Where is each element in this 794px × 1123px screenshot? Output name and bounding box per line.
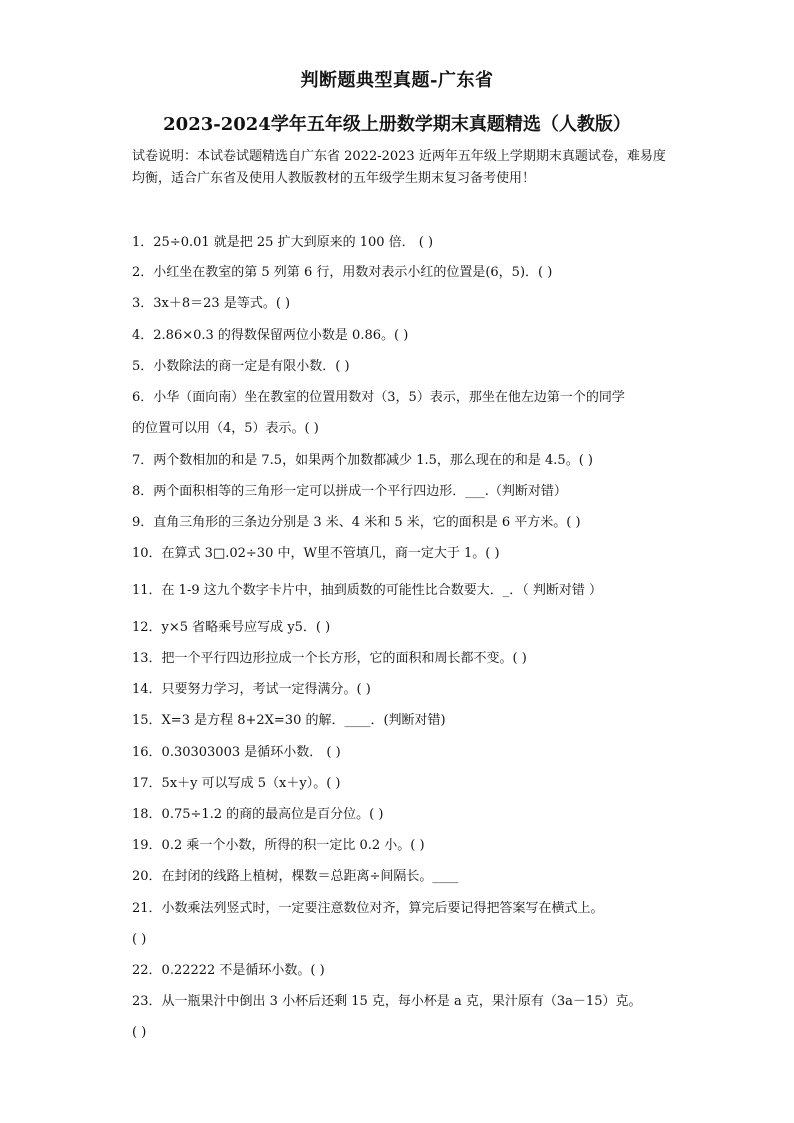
question-13: 13．把一个平行四边形拉成一个长方形，它的面积和周长都不变。( ) xyxy=(132,651,527,666)
question-9: 9．直角三角形的三条边分别是 3 米、4 米和 5 米，它的面积是 6 平方米。( ) xyxy=(132,515,581,530)
question-4: 4．2.86×0.3 的得数保留两位小数是 0.86。( ) xyxy=(132,328,409,343)
question-8: 8．两个面积相等的三角形一定可以拼成一个平行四边形．___.（判断对错） xyxy=(132,484,567,499)
question-3: 3．3x＋8＝23 是等式。( ) xyxy=(132,296,291,311)
question-23-continued: ( ) xyxy=(132,1025,147,1040)
question-18: 18．0.75÷1.2 的商的最高位是百分位。( ) xyxy=(132,807,384,822)
question-1: 1．25÷0.01 就是把 25 扩大到原来的 100 倍． ( ) xyxy=(132,235,434,250)
question-23: 23．从一瓶果汁中倒出 3 小杯后还剩 15 克，每小杯是 a 克，果汁原有（3a－15）克。 xyxy=(132,994,642,1009)
question-2: 2．小红坐在教室的第 5 列第 6 行，用数对表示小红的位置是(6，5)．( ) xyxy=(132,265,553,280)
question-21: 21．小数乘法列竖式时，一定要注意数位对齐，算完后要记得把答案写在横式上。 xyxy=(132,901,604,916)
question-22: 22．0.22222 不是循环小数。( ) xyxy=(132,963,325,978)
question-20: 20．在封闭的线路上植树，棵数＝总距离÷间隔长。____ xyxy=(132,869,459,884)
question-5: 5．小数除法的商一定是有限小数．( ) xyxy=(132,359,350,374)
question-6-continued: 的位置可以用（4，5）表示。( ) xyxy=(132,421,319,436)
question-6: 6．小华（面向南）坐在教室的位置用数对（3，5）表示，那坐在他左边第一个的同学 xyxy=(132,390,625,405)
question-11: 11．在 1-9 这九个数字卡片中，抽到质数的可能性比合数要大．_．（ 判断对错 ） xyxy=(132,583,603,598)
question-17: 17．5x＋y 可以写成 5（x＋y）。( ) xyxy=(132,776,341,791)
document-subtitle: 2023-2024学年五年级上册数学期末真题精选（人教版） xyxy=(163,114,631,135)
question-16: 16．0.30303003 是循环小数． ( ) xyxy=(132,745,341,760)
question-14: 14．只要努力学习，考试一定得满分。( ) xyxy=(132,682,371,697)
question-10: 10．在算式 3□.02÷30 中，W里不管填几，商一定大于 1。( ) xyxy=(132,546,500,561)
question-15: 15．X=3 是方程 8+2X=30 的解．____．(判断对错) xyxy=(132,713,446,728)
document-intro: 试卷说明：本试卷试题精选自广东省 2022-2023 近两年五年级上学期期末真题试卷，难易度均衡，适合广东省及使用人教版教材的五年级学生期末复习备考使用！ xyxy=(132,149,666,186)
question-21-continued: ( ) xyxy=(132,932,147,947)
question-12: 12．y×5 省略乘号应写成 y5．( ) xyxy=(132,620,331,635)
question-19: 19．0.2 乘一个小数，所得的积一定比 0.2 小。( ) xyxy=(132,838,425,853)
question-7: 7．两个数相加的和是 7.5，如果两个加数都减少 1.5，那么现在的和是 4.5。( ) xyxy=(132,453,593,468)
document-title: 判断题典型真题-广东省 xyxy=(300,70,494,91)
